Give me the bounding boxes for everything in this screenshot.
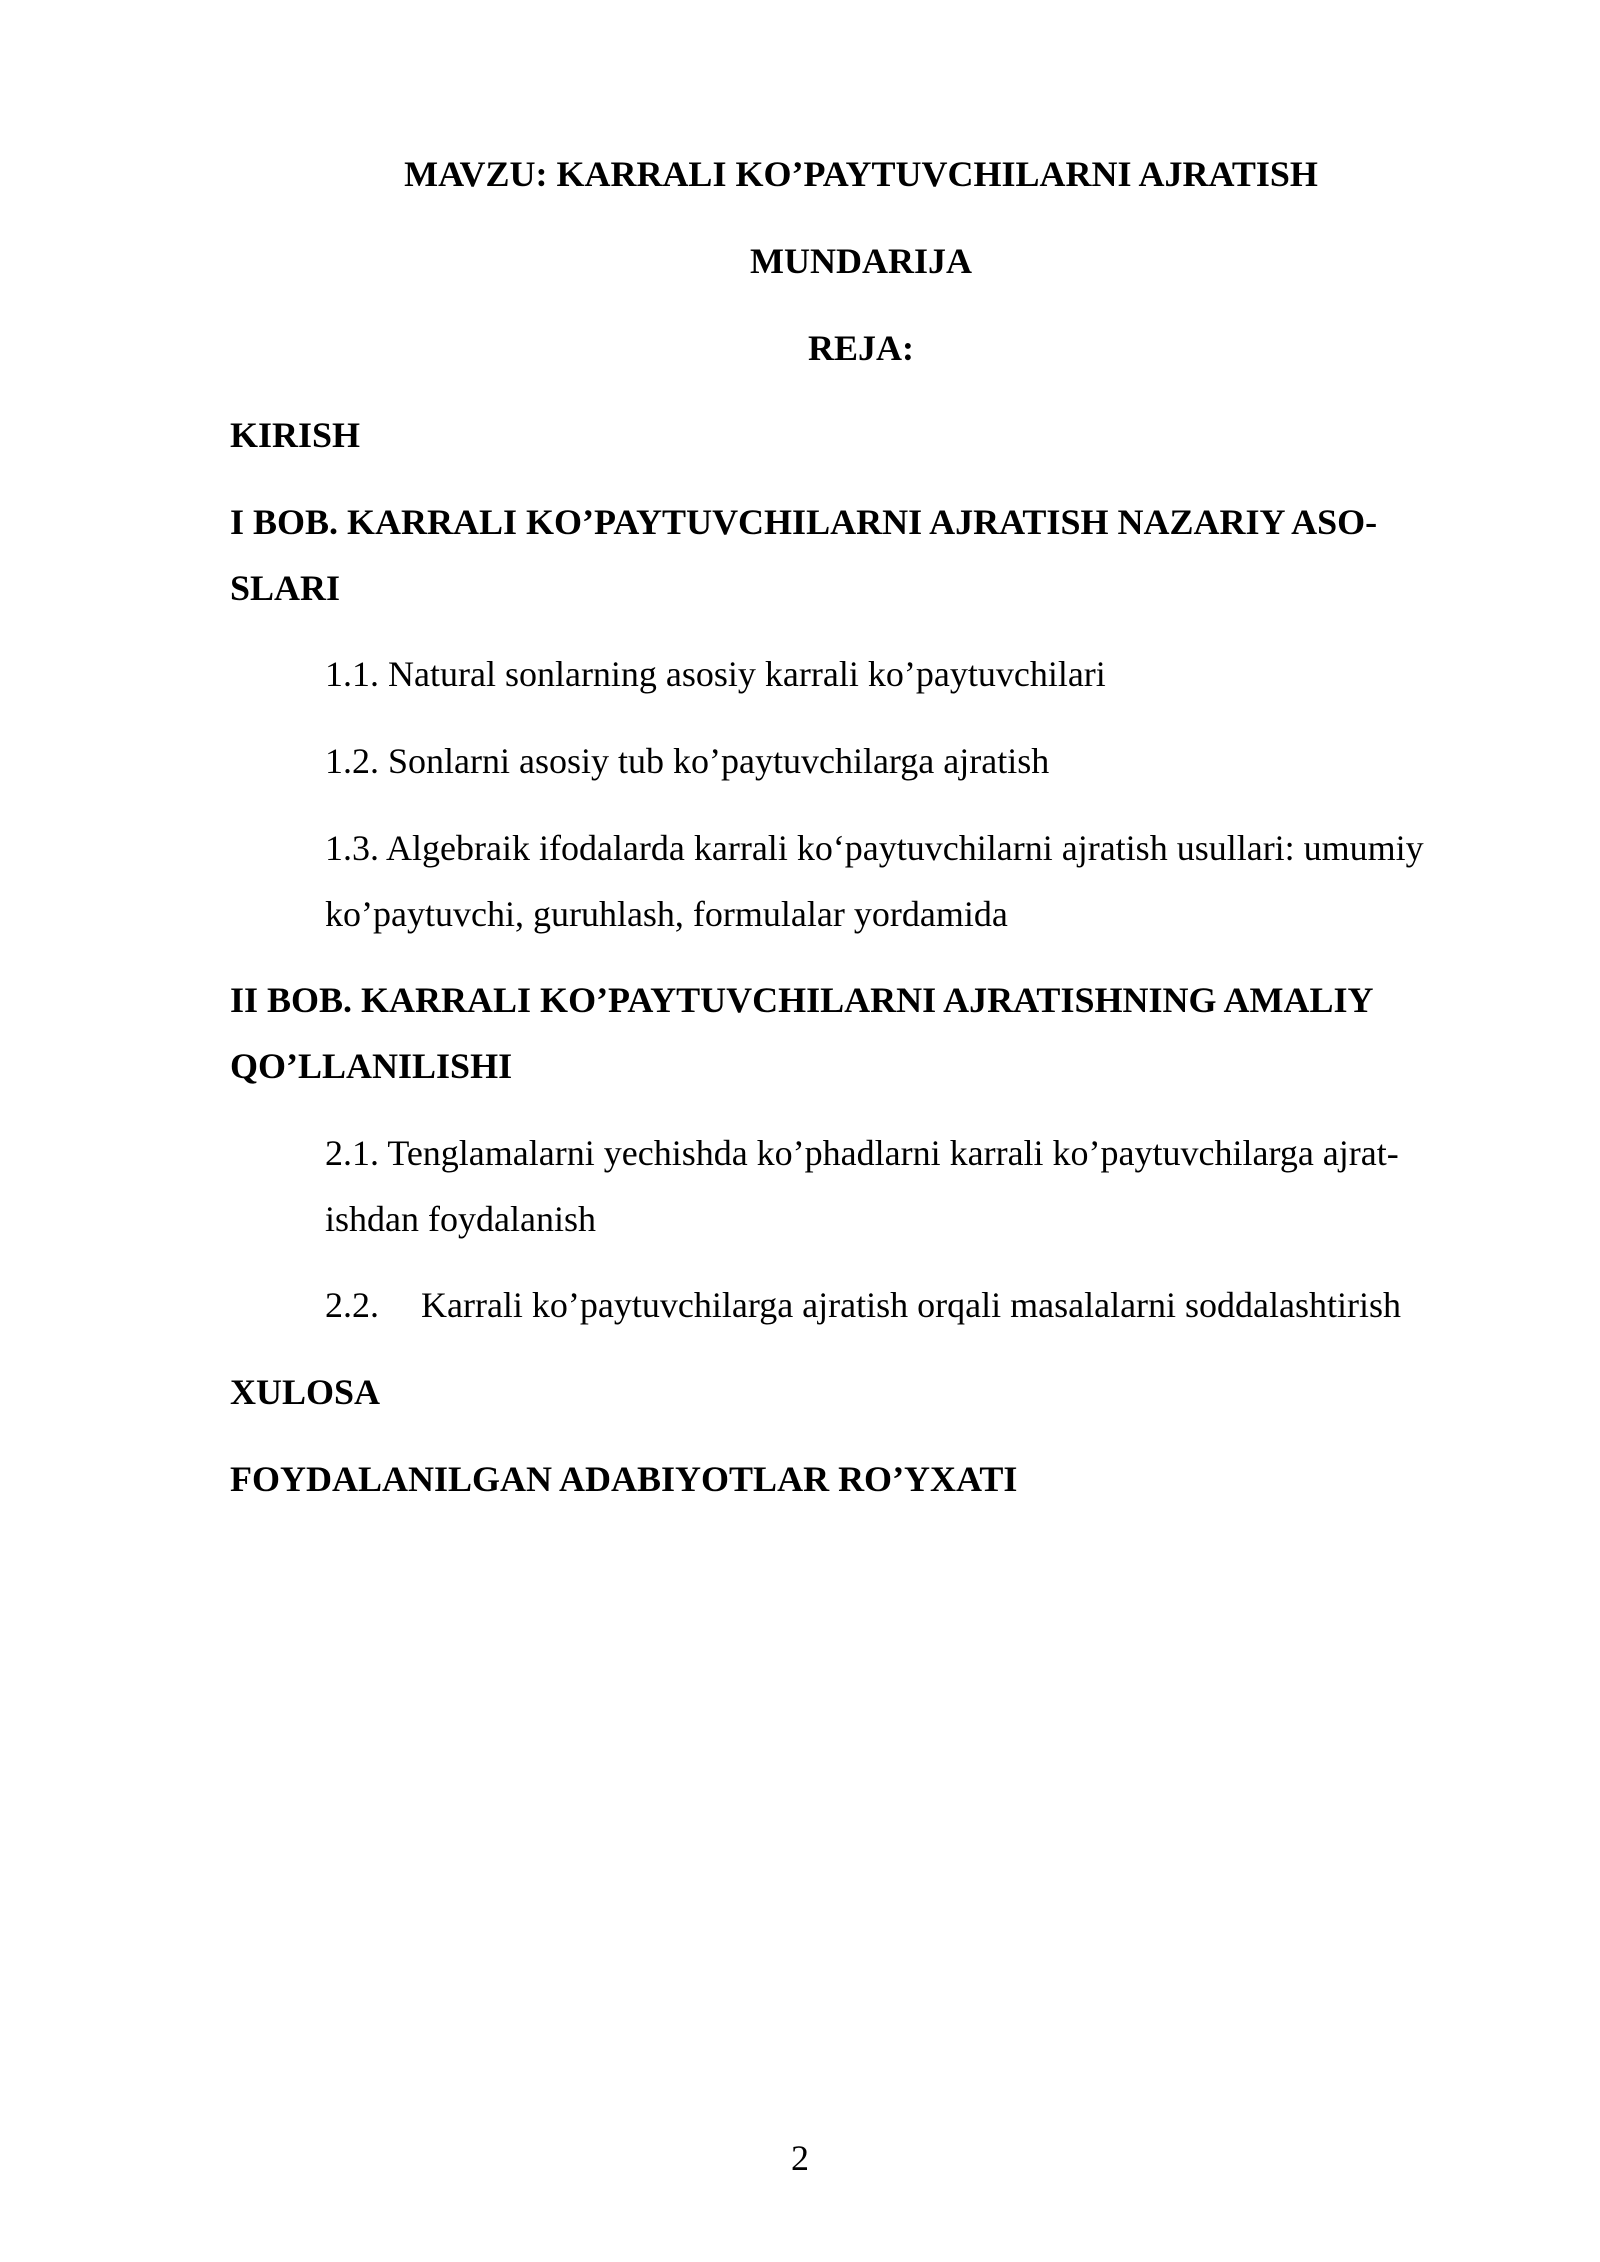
- toc-chapter1-title-line1: I BOB. KARRALI KO’PAYTUVCHILARNI AJRATISH NAZARIY ASO-: [230, 502, 1378, 542]
- toc-item-1-2: 1.2. Sonlarni asosiy tub ko’paytuvchilarga ajratish: [325, 741, 1050, 781]
- toc-conclusion: XULOSA: [230, 1372, 381, 1412]
- toc-intro: KIRISH: [230, 415, 361, 455]
- toc-item-1-1: 1.1. Natural sonlarning asosiy karrali ko’paytuvchilari: [325, 654, 1106, 694]
- toc-chapter2-title-line2: QO’LLANILISHI: [230, 1046, 513, 1086]
- toc-references: FOYDALANILGAN ADABIYOTLAR RO’YXATI: [230, 1459, 1018, 1499]
- toc-chapter1-title-line2: SLARI: [230, 568, 341, 608]
- plan-heading: REJA:: [808, 328, 914, 368]
- toc-item-2-1-line2: ishdan foydalanish: [325, 1199, 596, 1239]
- toc-item-2-2: [325, 1272, 1492, 1338]
- toc-item-2-2-text: Karrali ko’paytuvchilarga ajratish orqali masalalarni soddalashtirish: [421, 1285, 1402, 1325]
- document-title: MAVZU: KARRALI KO’PAYTUVCHILARNI AJRATISH: [404, 154, 1318, 194]
- toc-item-2-1-line1: 2.1. Tenglamalarni yechishda ko’phadlarni karrali ko’paytuvchilarga ajrat-: [325, 1133, 1399, 1173]
- toc-item-1-3-line1: 1.3. Algebraik ifodalarda karrali ko‘paytuvchilarni ajratish usullari: umumiy: [325, 828, 1424, 868]
- contents-heading: MUNDARIJA: [750, 241, 972, 281]
- toc-item-2-2-number: 2.2.: [325, 1285, 379, 1325]
- toc-item-1-3-line2: ko’paytuvchi, guruhlash, formulalar yordamida: [325, 894, 1008, 934]
- toc-chapter2-title-line1: II BOB. KARRALI KO’PAYTUVCHILARNI AJRATISHNING AMALIY: [230, 980, 1374, 1020]
- page-number: 2: [791, 2138, 809, 2178]
